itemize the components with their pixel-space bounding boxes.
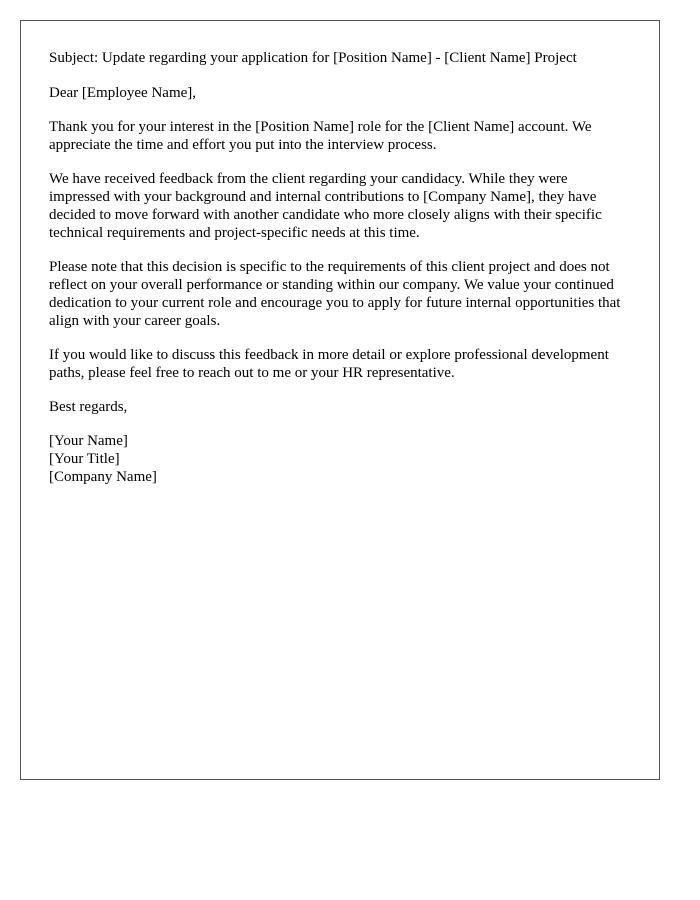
letter-document	[20, 20, 660, 780]
letter-paragraph-2: We have received feedback from the client regarding your candidacy. While they were impressed with your background and internal contributions to [Company Name], they have decided to move forward with another candidate who more closely aligns with their specific technical requirements and project-specific needs at this time.	[49, 171, 602, 241]
signature-block	[49, 432, 631, 486]
letter-paragraph-1: Thank you for your interest in the [Position Name] role for the [Client Name] account. We appreciate the time and effort you put into the interview process.	[49, 119, 592, 153]
signature-company: [Company Name]	[49, 469, 157, 485]
letter-salutation: Dear [Employee Name],	[49, 85, 197, 101]
letter-paragraph-4: If you would like to discuss this feedback in more detail or explore professional development paths, please feel free to reach out to me or your HR representative.	[49, 347, 609, 381]
signature-name: [Your Name]	[49, 433, 128, 449]
letter-closing: Best regards,	[49, 399, 128, 415]
letter-subject: Subject: Update regarding your application for [Position Name] - [Client Name] Project	[49, 50, 577, 66]
letter-paragraph-3: Please note that this decision is specific to the requirements of this client project and does not reflect on your overall performance or standing within our company. We value your continued dedication to your current role and encourage you to apply for future internal opportunities that align with your career goals.	[49, 259, 621, 329]
signature-title: [Your Title]	[49, 451, 120, 467]
